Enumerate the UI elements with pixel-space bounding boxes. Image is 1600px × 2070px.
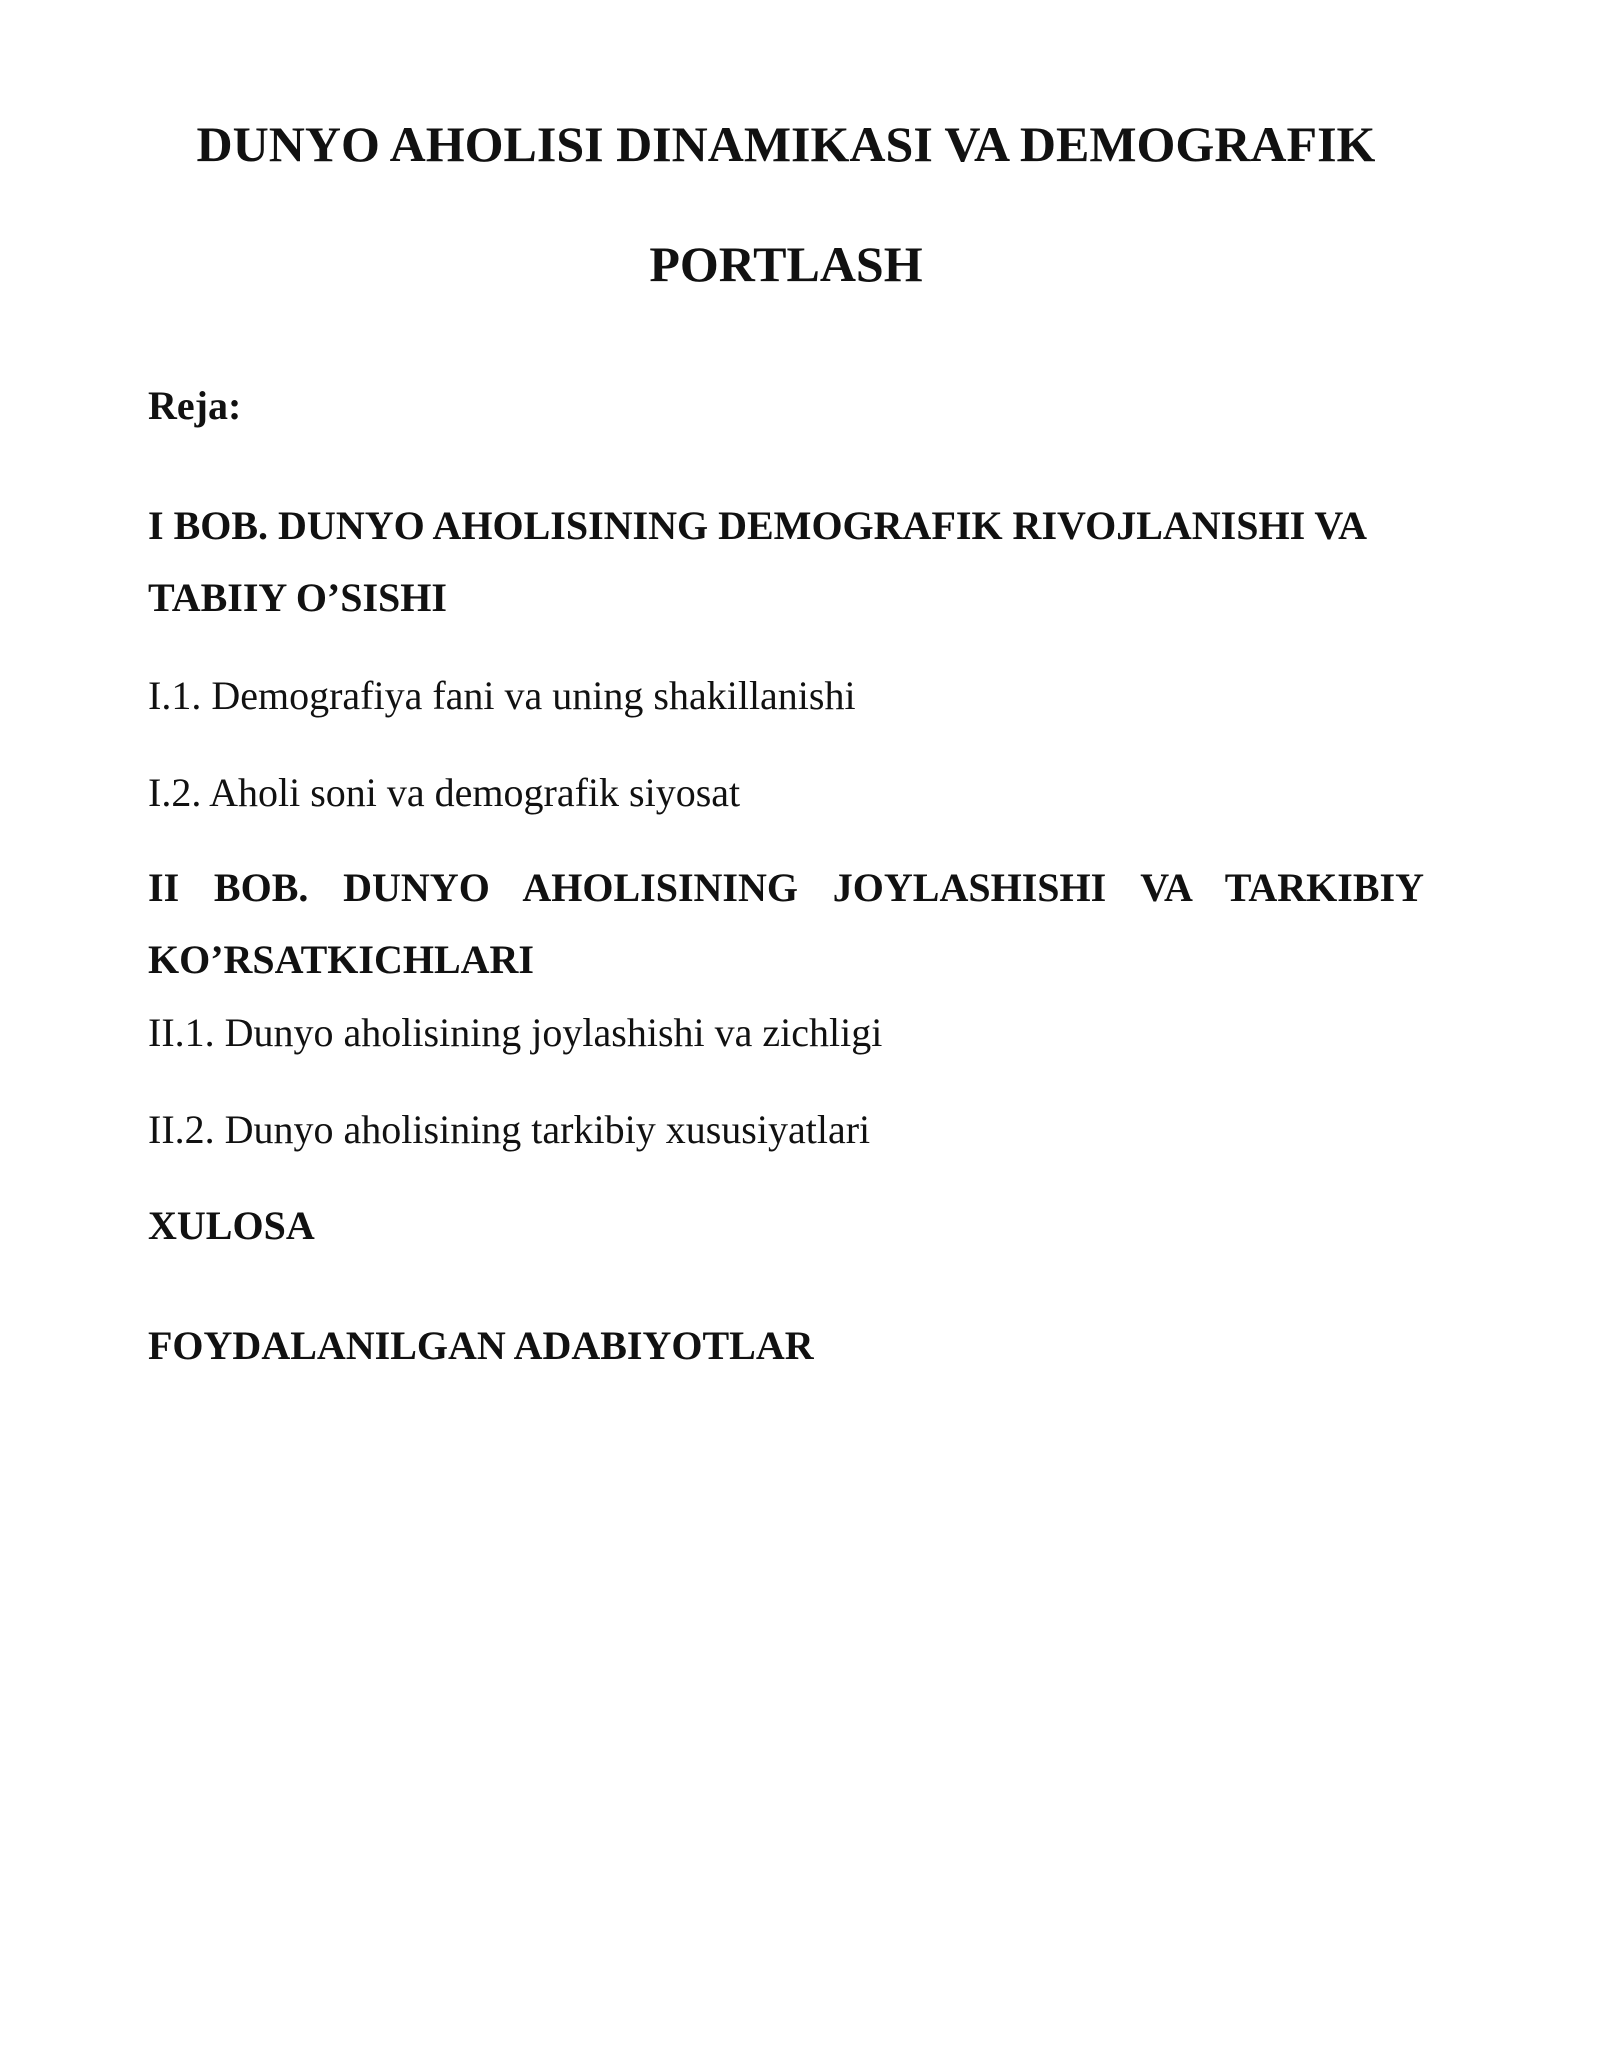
references-heading: FOYDALANILGAN ADABIYOTLAR: [148, 1323, 814, 1368]
plan-label: Reja:: [148, 383, 242, 428]
section-2-2: II.2. Dunyo aholisining tarkibiy xususiyatlari: [148, 1107, 871, 1152]
conclusion-heading: XULOSA: [148, 1203, 315, 1248]
section-2-1: II.1. Dunyo aholisining joylashishi va zichligi: [148, 1010, 883, 1055]
document-title-line-1: DUNYO AHOLISI DINAMIKASI VA DEMOGRAFIK: [196, 116, 1376, 172]
section-1-1: I.1. Demografiya fani va uning shakillanishi: [148, 673, 856, 718]
chapter-1-heading-line-2: TABIIY O’SISHI: [148, 575, 447, 620]
chapter-1-heading-line-1: I BOB. DUNYO AHOLISINING DEMOGRAFIK RIVOJLANISHI VA: [148, 503, 1368, 548]
document-title-line-2: PORTLASH: [649, 236, 923, 292]
section-1-2: I.2. Aholi soni va demografik siyosat: [148, 770, 741, 815]
chapter-2-heading: II BOB. DUNYO AHOLISINING JOYLASHISHI VA TARKIBIY KO’RSATKICHLARI: [148, 865, 1424, 982]
